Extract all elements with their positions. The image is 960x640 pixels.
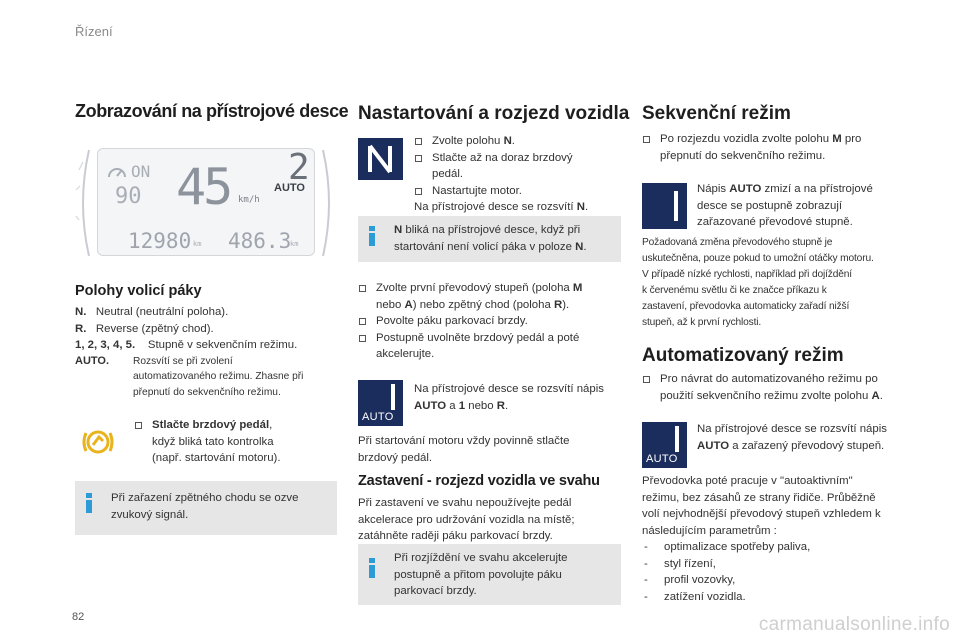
dash-speed-unit: km/h <box>238 195 260 205</box>
auto-indicator-text: Na přístrojové desce se rozsvítí nápis AUTO a 1 nebo R. <box>414 383 604 412</box>
dash-limit: 90 <box>115 184 142 209</box>
dash-trip-unit: km <box>290 240 299 248</box>
gear-tile-1 <box>642 183 687 229</box>
col1-title: Zobrazování na přístrojové desce <box>75 101 349 121</box>
brake-warning-icon <box>81 425 115 459</box>
tile-auto-label: AUTO <box>646 453 678 465</box>
gear-tile-auto <box>358 380 403 426</box>
position-gears: 1, 2, 3, 4, 5. Stupně v sekvenčním režimu. <box>75 339 298 351</box>
dash-odometer: 12980 <box>128 229 192 253</box>
col2-title: Nastartování a rozjezd vozidla <box>358 103 630 124</box>
info-box-slope: Při rozjíždění ve svahu akcelerujte postupně a přitom povolujte páku parkovací brzdy. <box>358 544 621 605</box>
gear-tile-n <box>358 138 403 180</box>
dashboard-illustration <box>75 140 337 266</box>
start-steps: Zvolte polohu N. Stlačte až na doraz brzdový pedál. Nastartujte motor. Na přístrojové desce se rozsvítí N. <box>414 133 624 216</box>
col3-title2: Automatizovaný režim <box>642 345 844 366</box>
slope-text: Při zastavení ve svahu nepoužívejte pedál akcelerace pro udržování vozidla na místě; zatáhněte raději páku parkovací brzdy. <box>358 497 575 542</box>
dash-mode: AUTO <box>274 182 305 194</box>
param-item: - zatížení vozidla. <box>644 590 746 603</box>
tile-auto-label: AUTO <box>362 411 394 423</box>
cruise-control-icon <box>106 163 128 181</box>
dash-odometer-unit: km <box>193 240 202 248</box>
param-item: - optimalizace spotřeby paliva, <box>644 541 811 553</box>
automatic-step: Pro návrat do automatizovaného režimu po použití sekvenčního režimu zvolte polohu A. <box>642 371 910 404</box>
info-icon <box>86 493 92 513</box>
info-box-n-blinks: N bliká na přístrojové desce, když při startování není volicí páka v poloze N. <box>358 216 621 262</box>
sequential-step: Po rozjezdu vozidla zvolte polohu M pro přepnutí do sekvenčního režimu. <box>642 131 910 164</box>
gear-1-icon <box>642 183 687 229</box>
position-auto: AUTO. Rozsvítí se při zvolení automatizovaného režimu. Zhasne při přepnutí do sekvenčního režimu. <box>75 354 304 398</box>
col3-title: Sekvenční režim <box>642 103 791 124</box>
gear-positions-list <box>75 304 337 400</box>
position-r: R. Reverse (zpětný chod). <box>75 322 214 335</box>
dash-speed: 45 <box>176 158 231 216</box>
info-icon <box>369 558 375 578</box>
dash-gear: 2 <box>288 147 310 188</box>
gear-1-icon <box>642 424 687 454</box>
col2-subtitle: Zastavení - rozjezd vozidla ve svahu <box>358 473 600 489</box>
brake-instruction: Stlačte brzdový pedál, když bliká tato kontrolka (např. startování motoru). <box>134 417 334 467</box>
param-item: - styl řízení, <box>644 557 716 570</box>
dash-trip: 486.3 <box>228 229 292 253</box>
page-number: 82 <box>72 611 85 623</box>
sequential-tile-text: Nápis AUTO zmizí a na přístrojové desce se postupně zobrazují zařazované převodové stupně. <box>697 183 873 228</box>
info-icon <box>369 226 375 246</box>
position-n: N. Neutral (neutrální poloha). <box>75 306 229 318</box>
col1-subtitle: Polohy volicí páky <box>75 283 202 299</box>
automatic-paragraph: Převodovka poté pracuje v "autoaktivním" režimu, bez zásahů ze strany řidiče. Průběžně volí nejvhodnější převodový stupeň vzhledem k následujícím parametrům : - optimalizace spotřeby paliva, - styl řízení, - profil vozovky, - zatížení vozidla. <box>642 473 912 605</box>
gear-tile-auto2 <box>642 422 687 468</box>
automatic-tile-text: Na přístrojové desce se rozsvítí nápis AUTO a zařazený převodový stupeň. <box>697 423 887 452</box>
dash-on: ON <box>131 162 151 181</box>
drive-steps: Zvolte první převodový stupeň (poloha M nebo A) nebo zpětný chod (poloha R). Povolte páku parkovací brzdy. Postupně uvolněte brzdový pedál a poté akcelerujte. <box>358 280 623 363</box>
gear-1-icon <box>358 382 403 412</box>
section-header: Řízení <box>75 24 113 39</box>
sequential-note: Požadovaná změna převodového stupně je uskutečněna, pouze pokud to umožní otáčky motoru. V případě nízké rychlosti, například při dojíždění k červenému světlu či ke značce příkazu k zastavení, převodovka automaticky zařadí nižší stupeň, až k první rychlosti. <box>642 237 874 328</box>
info-box-reverse: Při zařazení zpětného chodu se ozve zvukový signál. <box>75 481 337 535</box>
param-item: - profil vozovky, <box>644 574 736 586</box>
dashboard-lcd <box>97 148 315 256</box>
start-note: Při startování motoru vždy povinně stlačte brzdový pedál. <box>358 435 570 464</box>
watermark: carmanualsonline.info <box>758 614 950 635</box>
gear-n-icon <box>358 138 403 180</box>
